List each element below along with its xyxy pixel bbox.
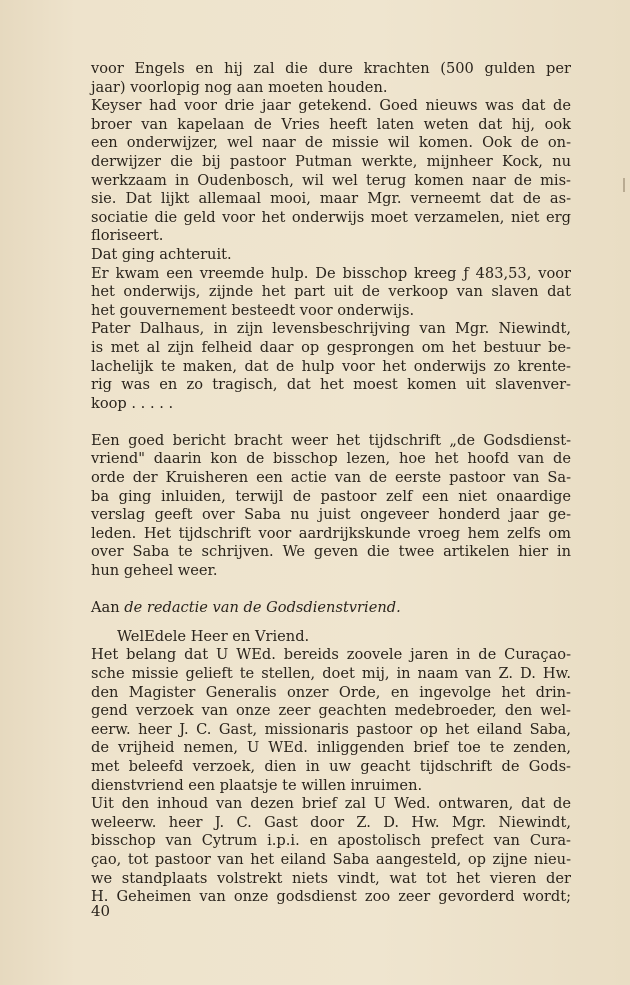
paragraph-gap <box>91 581 571 600</box>
paragraph <box>91 246 571 265</box>
text-line: rig was en zo tragisch, dat het moest komen uit slavenver- <box>91 376 571 394</box>
paragraph <box>91 97 571 246</box>
text-line: sie. Dat lijkt allemaal mooi, maar Mgr. verneemt dat de as- <box>91 190 571 208</box>
text-line: orde der Kruisheren een actie van de eerste pastoor van Sa- <box>91 469 571 487</box>
text-line: broer van kapelaan de Vries heeft laten weten dat hij, ook <box>91 115 571 133</box>
letter-heading-prefix: Aan <box>91 599 125 617</box>
text-line: over Saba te schrijven. We geven die twee artikelen hier in <box>91 543 571 561</box>
paragraph <box>91 795 571 907</box>
text-line: den Magister Generalis onzer Orde, en ingevolge het drin- <box>91 683 571 701</box>
text-line: weleerw. heer J. C. Gast door Z. D. Hw. Mgr. Niewindt, <box>91 813 571 831</box>
text-line: dienstvriend een plaatsje te willen inruimen. <box>91 776 423 794</box>
text-line: voor Engels en hij zal die dure krachten (500 gulden per <box>91 60 571 77</box>
letter-heading <box>91 599 571 618</box>
text-line: sche missie gelieft te stellen, doet mij, in naam van Z. D. Hw. <box>91 665 571 682</box>
paragraph <box>91 646 571 795</box>
text-line: Er kwam een vreemde hulp. De bisschop kreeg ƒ 483,53, voor <box>91 264 571 282</box>
text-line: werkzaam in Oudenbosch, wil wel terug komen naar de mis- <box>91 171 571 189</box>
text-line: çao, tot pastoor van het eiland Saba aangesteld, op zijne nieu- <box>91 850 571 868</box>
text-line: de vrijheid nemen, U WEd. inliggenden brief toe te zenden, <box>91 739 571 757</box>
text-line: leden. Het tijdschrift voor aardrijkskunde vroeg hem zelfs om <box>91 524 571 542</box>
text-line: een onderwijzer, wel naar de missie wil komen. Ook de on- <box>91 134 571 152</box>
text-line: we standplaats volstrekt niets vindt, wat tot het vieren der <box>91 869 571 887</box>
text-line: floriseert. <box>91 227 164 245</box>
page-text-block <box>91 60 571 907</box>
paragraph <box>91 432 571 581</box>
text-line: Een goed bericht bracht weer het tijdschrift „de Godsdienst- <box>91 431 571 449</box>
text-line: bisschop van Cytrum i.p.i. en apostolisch prefect van Cura- <box>91 832 571 850</box>
page-number: 40 <box>91 902 111 920</box>
text-line: ba ging inluiden, terwijl de pastoor zelf een niet onaardige <box>91 487 571 505</box>
text-line: lachelijk te maken, dat de hulp voor het onderwijs zo krente- <box>91 357 571 375</box>
text-line: vriend" daarin kon de bisschop lezen, hoe het hoofd van de <box>91 450 571 468</box>
text-line: hun geheel weer. <box>91 562 218 580</box>
paragraph-gap <box>91 618 571 628</box>
page-edge-mark <box>623 178 625 192</box>
paragraph <box>91 265 571 321</box>
text-line: eerw. heer J. C. Gast, missionaris pastoor op het eiland Saba, <box>91 720 571 738</box>
text-line: Het belang dat U WEd. bereids zoovele jaren in de Curaçao- <box>91 646 571 664</box>
text-line: het gouvernement besteedt voor onderwijs. <box>91 301 415 319</box>
text-line: het onderwijs, zijnde het part uit de verkoop van slaven dat <box>91 283 571 301</box>
text-line: koop . . . . . <box>91 394 174 412</box>
text-line: Uit den inhoud van dezen brief zal U Wed. ontwaren, dat de <box>91 795 571 813</box>
text-line: sociatie die geld voor het onderwijs moet verzamelen, niet erg <box>91 208 571 226</box>
text-line: jaar) voorlopig nog aan moeten houden. <box>91 78 388 96</box>
text-line: derwijzer die bij pastoor Putman werkte, mijnheer Kock, nu <box>91 152 571 170</box>
letter-heading-title: de redactie van de Godsdienstvriend. <box>124 599 401 617</box>
paragraph <box>91 320 571 413</box>
text-line: is met al zijn felheid daar op gesprongen om het bestuur be- <box>91 338 571 356</box>
text-line: Keyser had voor drie jaar getekend. Goed nieuws was dat de <box>91 97 571 115</box>
letter-salutation: WelEdele Heer en Vriend. <box>117 627 310 645</box>
text-line: H. Geheimen van onze godsdienst zoo zeer gevorderd wordt; <box>91 888 571 906</box>
text-line: met beleefd verzoek, dien in uw geacht tijdschrift de Gods- <box>91 757 571 775</box>
paragraph <box>91 60 571 97</box>
text-line: gend verzoek van onze zeer geachten medebroeder, den wel- <box>91 702 571 720</box>
text-line: Dat ging achteruit. <box>91 245 232 263</box>
text-line: Pater Dalhaus, in zijn levensbeschrijving van Mgr. Niewindt, <box>91 320 571 338</box>
text-line: verslag geeft over Saba nu juist ongeveer honderd jaar ge- <box>91 506 571 524</box>
paragraph-gap <box>91 413 571 432</box>
